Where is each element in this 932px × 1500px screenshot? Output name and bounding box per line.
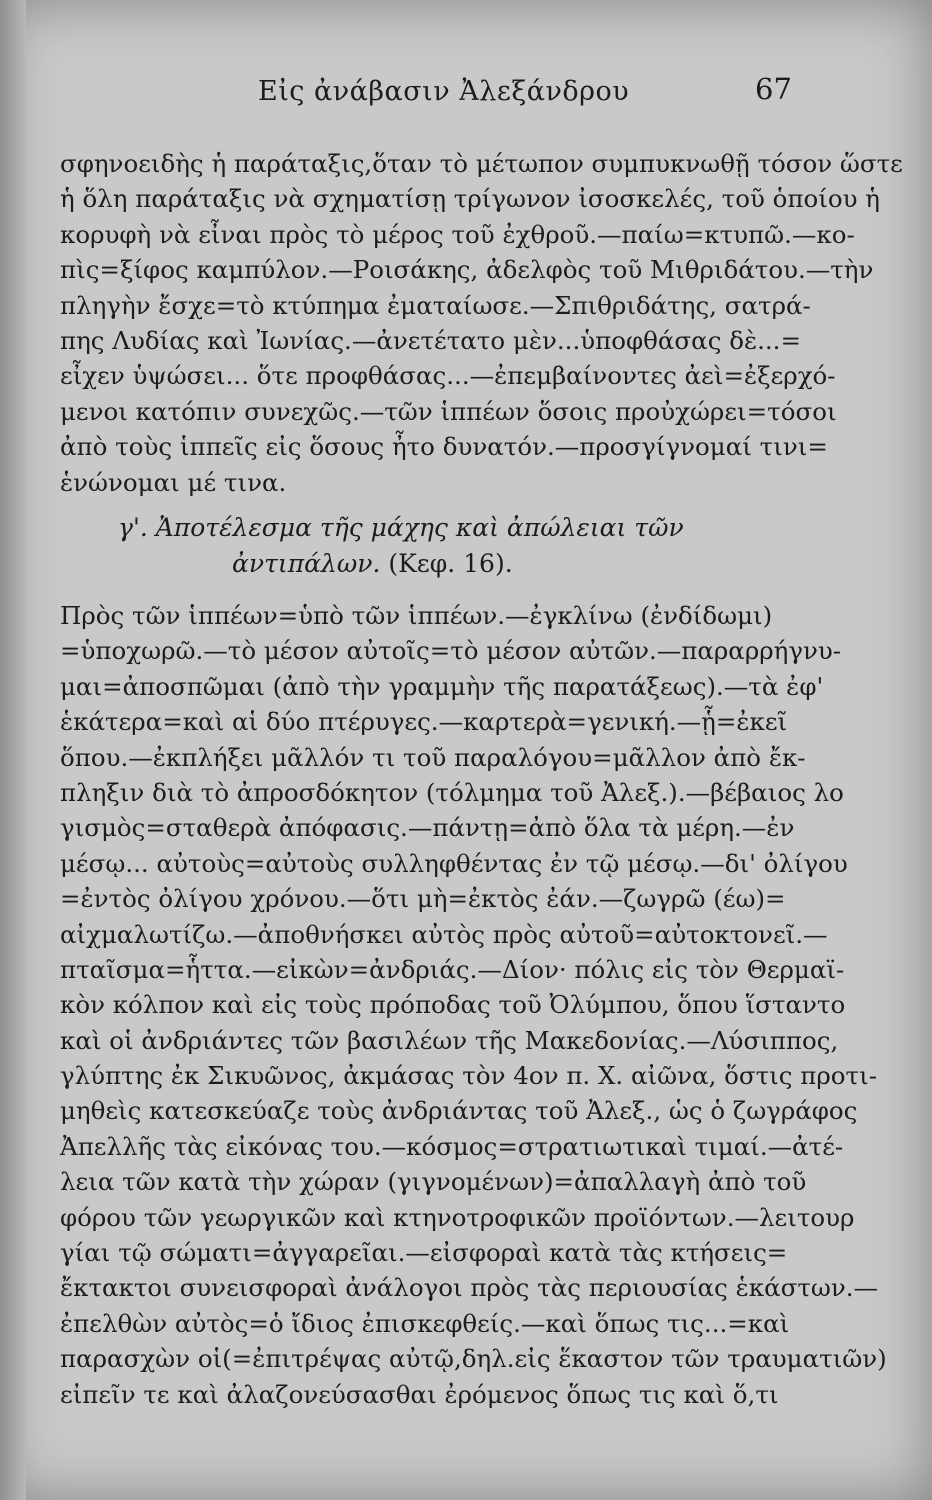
page-number: 67 bbox=[755, 72, 792, 106]
text-line: Ἀπελλῆς τὰς εἰκόνας του.—κόσμος=στρατιωτικαὶ τιμαί.—ἀτέ- bbox=[60, 1131, 844, 1161]
section-heading-italic: ἀντιπάλων. bbox=[232, 549, 381, 578]
text-line: πληγὴν ἔσχε=τὸ κτύπημα ἐματαίωσε.—Σπιθριδάτης, σατρά- bbox=[60, 290, 811, 320]
text-line: κορυφὴ νὰ εἶναι πρὸς τὸ μέρος τοῦ ἐχθροῦ.—παίω=κτυπῶ.—κο- bbox=[60, 219, 855, 249]
text-line: ἀπὸ τοὺς ἱππεῖς εἰς ὅσους ἦτο δυνατόν.—προσγίγνομαί τινι= bbox=[60, 432, 828, 462]
text-line: πης Λυδίας καὶ Ἰωνίας.—ἀνετέτατο μὲν...ὑποφθάσας δὲ...= bbox=[60, 325, 801, 355]
section-heading-line-1: γ'. Ἀποτέλεσμα τῆς μάχης καὶ ἀπώλειαι τῶν bbox=[118, 513, 684, 542]
text-line: πὶς=ξίφος καμπύλον.—Ροισάκης, ἀδελφὸς τοῦ Μιθριδάτου.—τὴν bbox=[60, 255, 874, 285]
text-line: εἰπεῖν τε καὶ ἀλαζονεύσασθαι ἐρόμενος ὅπως τις καὶ ὅ,τι bbox=[60, 1379, 779, 1409]
text-line: παρασχὼν οἱ(=ἐπιτρέψας αὐτῷ,δηλ.εἰς ἕκαστον τῶν τραυματιῶν) bbox=[60, 1344, 887, 1374]
text-line: μενοι κατόπιν συνεχῶς.—τῶν ἱππέων ὅσοις προὐχώρει=τόσοι bbox=[60, 396, 837, 426]
text-line: γλύπτης ἐκ Σικυῶνος, ἀκμάσας τὸν 4ον π. Χ. αἰῶνα, ὅστις προτι- bbox=[60, 1061, 877, 1091]
text-line: ἡ ὅλη παράταξις νὰ σχηματίσῃ τρίγωνον ἰσοσκελές, τοῦ ὁποίου ἡ bbox=[60, 184, 880, 214]
text-line: πταῖσμα=ἧττα.—εἰκὼν=ἀνδριάς.—Δίον· πόλις εἰς τὸν Θερμαϊ- bbox=[60, 954, 845, 984]
text-line: γισμὸς=σταθερὰ ἀπόφασις.—πάντῃ=ἀπὸ ὅλα τὰ μέρη.—ἐν bbox=[60, 813, 795, 843]
running-title: Εἰς ἀνάβασιν Ἀλεξάνδρου bbox=[258, 76, 630, 107]
text-line: ἑνώνομαι μέ τινα. bbox=[60, 467, 287, 497]
text-line: μαι=ἀποσπῶμαι (ἀπὸ τὴν γραμμὴν τῆς παρατάξεως).—τὰ ἐφ' bbox=[60, 671, 824, 701]
text-line: Πρὸς τῶν ἱππέων=ὑπὸ τῶν ἱππέων.—ἐγκλίνω (ἐνδίδωμι) bbox=[60, 601, 773, 630]
text-line: ὅπου.—ἐκπλήξει μᾶλλόν τι τοῦ παραλόγου=μᾶλλον ἀπὸ ἔκ- bbox=[60, 742, 806, 772]
text-line: αἰχμαλωτίζω.—ἀποθνήσκει αὐτὸς πρὸς αὐτοῦ=αὐτοκτονεῖ.— bbox=[60, 919, 828, 949]
text-line: =ὑποχωρῶ.—τὸ μέσον αὐτοῖς=τὸ μέσον αὐτῶν.—παραρρήγνυ- bbox=[60, 636, 842, 666]
page-binding-edge bbox=[0, 0, 26, 1500]
text-line: ἑκάτερα=καὶ αἱ δύο πτέρυγες.—καρτερὰ=γενική.—ᾗ=ἐκεῖ bbox=[60, 707, 788, 737]
text-line: λεια τῶν κατὰ τὴν χώραν (γιγνομένων)=ἀπαλλαγὴ ἀπὸ τοῦ bbox=[60, 1167, 807, 1197]
text-line: μηθεὶς κατεσκεύαζε τοὺς ἀνδριάντας τοῦ Ἀλεξ., ὡς ὁ ζωγράφος bbox=[60, 1096, 858, 1126]
section-heading bbox=[60, 510, 805, 582]
text-line: καὶ οἱ ἀνδριάντες τῶν βασιλέων τῆς Μακεδονίας.—Λύσιππος, bbox=[60, 1025, 839, 1055]
paragraph-2 bbox=[60, 598, 887, 1412]
text-line: κὸν κόλπον καὶ εἰς τοὺς πρόποδας τοῦ Ὀλύμπου, ὅπου ἵσταντο bbox=[60, 990, 846, 1020]
text-line: φόρου τῶν γεωργικῶν καὶ κτηνοτροφικῶν προϊόντων.—λειτουρ bbox=[60, 1202, 855, 1232]
text-line: πληξιν διὰ τὸ ἀπροσδόκητον (τόλμημα τοῦ Ἀλεξ.).—βέβαιος λο bbox=[60, 777, 844, 807]
text-line: σφηνοειδὴς ἡ παράταξις,ὅταν τὸ μέτωπον συμπυκνωθῇ τόσον ὥστε bbox=[60, 149, 903, 178]
text-line: γίαι τῷ σώματι=ἀγγαρεῖαι.—εἰσφοραὶ κατὰ τὰς κτήσεις= bbox=[60, 1238, 788, 1268]
section-heading-line-2 bbox=[60, 546, 805, 582]
text-line: ἔκτακτοι συνεισφοραὶ ἀνάλογοι πρὸς τὰς περιουσίας ἑκάστων.— bbox=[60, 1273, 879, 1303]
section-heading-ref: (Κεφ. 16). bbox=[380, 549, 513, 578]
page-header bbox=[0, 72, 932, 112]
text-line: =ἐντὸς ὀλίγου χρόνου.—ὅτι μὴ=ἐκτὸς ἐάν.—ζωγρῶ (έω)= bbox=[60, 884, 786, 914]
text-line: ἐπελθὼν αὐτὸς=ὁ ἴδιος ἐπισκεφθείς.—καὶ ὅπως τις...=καὶ bbox=[60, 1308, 790, 1338]
text-line: εἶχεν ὑψώσει... ὅτε προφθάσας...—ἐπεμβαίνοντες ἀεὶ=ἐξερχό- bbox=[60, 361, 836, 391]
paragraph-1 bbox=[60, 146, 903, 500]
text-line: μέσῳ... αὐτοὺς=αὐτοὺς συλληφθέντας ἐν τῷ μέσῳ.—δι' ὀλίγου bbox=[60, 848, 848, 878]
